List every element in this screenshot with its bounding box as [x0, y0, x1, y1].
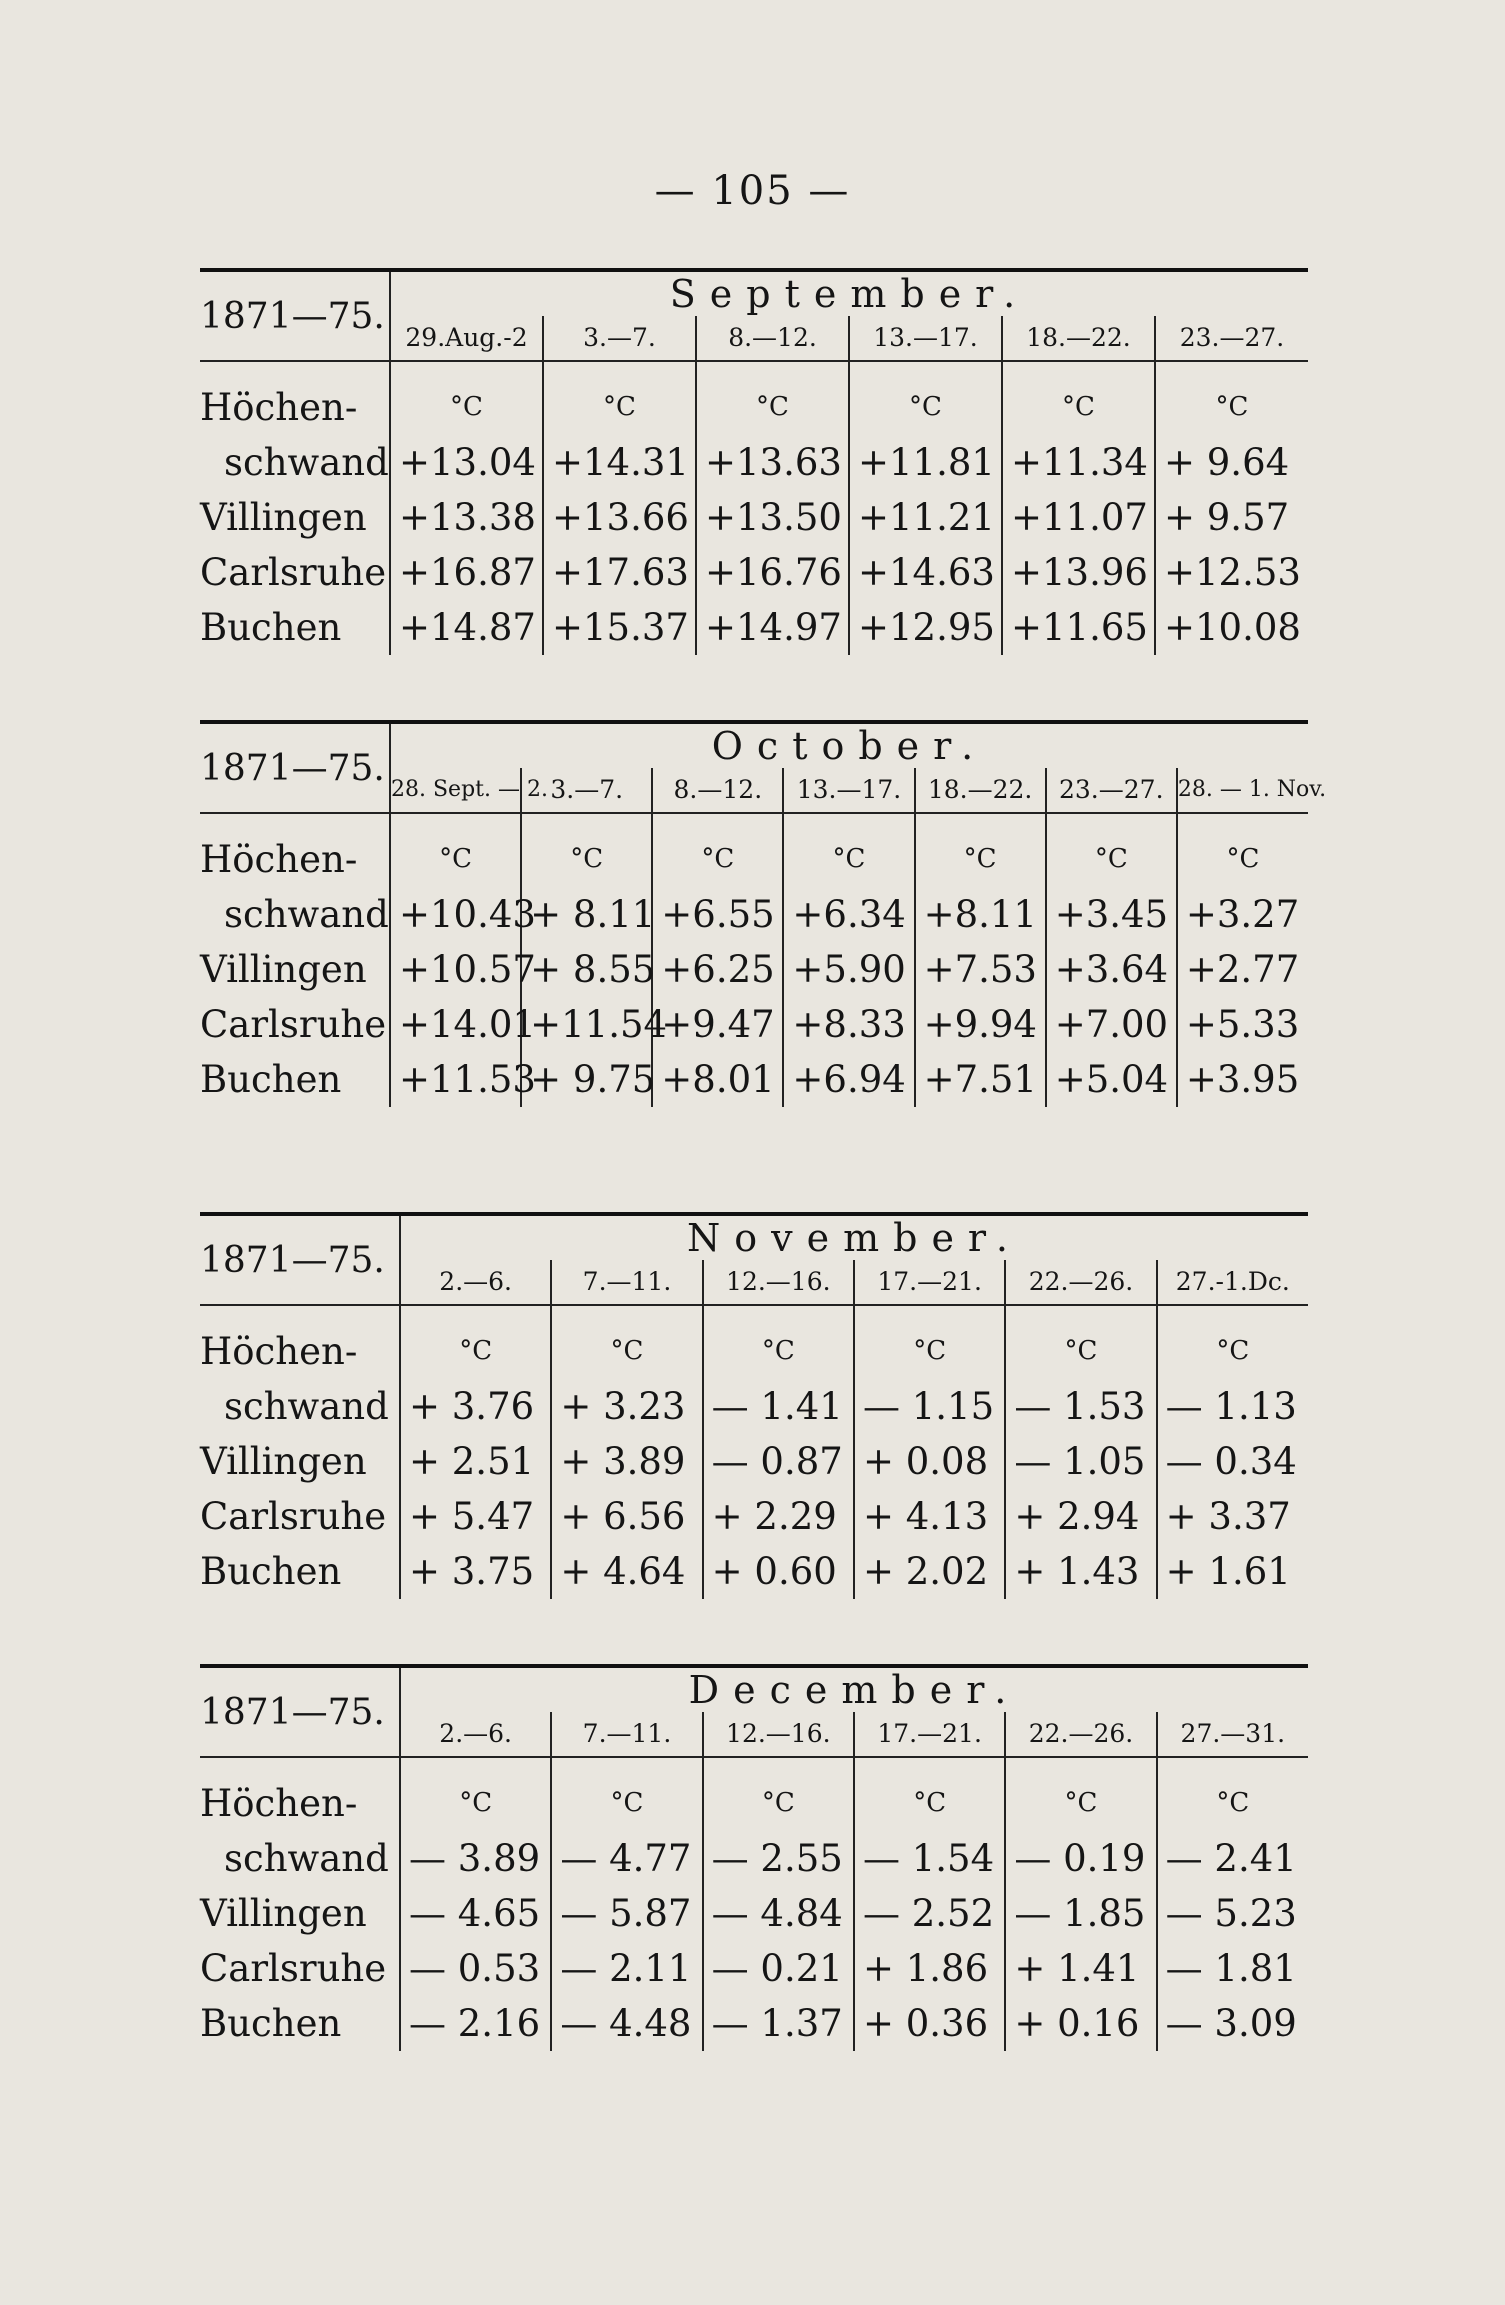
period-header: 3.—7.	[521, 768, 652, 813]
station-name: Höchen-	[200, 1330, 358, 1373]
period-header: 2.—6.	[439, 1267, 513, 1296]
value-column	[551, 1757, 702, 2051]
value-cell: +9.94	[923, 1003, 1037, 1046]
value-cell: — 0.34	[1165, 1440, 1297, 1483]
value-cell: + 0.16	[1014, 2002, 1140, 2045]
value-cell: — 3.09	[1165, 2002, 1297, 2045]
value-cell: — 1.41	[711, 1385, 843, 1428]
value-cell: +14.31	[552, 441, 689, 484]
value-cell: + 0.36	[862, 2002, 989, 2045]
period-header: 28. Sept. — 2.	[391, 777, 548, 802]
period-header: 28. — 1. Nov.	[1177, 768, 1308, 813]
unit-label: °C	[701, 844, 735, 874]
value-cell: +3.95	[1185, 1058, 1300, 1101]
station-name: Höchen-	[200, 386, 358, 429]
value-cell: + 4.64	[560, 1550, 686, 1593]
value-column	[703, 1757, 854, 2051]
value-cell: — 1.54	[862, 1837, 995, 1880]
station-name: schwand	[224, 1385, 389, 1428]
month-title: September.	[669, 272, 1030, 316]
period-header: 7.—11.	[551, 1260, 702, 1305]
value-cell: +6.55	[661, 893, 775, 936]
value-column	[652, 813, 783, 1107]
station-labels	[200, 1305, 400, 1599]
station-name: Villingen	[200, 948, 367, 991]
value-column	[1157, 1757, 1308, 2051]
value-cell: +5.90	[792, 948, 906, 991]
station-name: Carlsruhe	[200, 1947, 387, 1990]
value-cell: +10.08	[1164, 606, 1301, 649]
value-cell: +11.07	[1011, 496, 1148, 539]
unit-label: °C	[1064, 1336, 1098, 1366]
station-name: Buchen	[200, 2002, 342, 2045]
unit-label: °C	[459, 1336, 493, 1366]
value-cell: — 4.77	[560, 1837, 692, 1880]
value-cell: — 0.19	[1014, 1837, 1146, 1880]
value-cell: +13.50	[705, 496, 842, 539]
value-cell: + 2.02	[862, 1550, 989, 1593]
unit-label: °C	[1094, 844, 1128, 874]
value-cell: +8.11	[923, 893, 1037, 936]
value-cell: + 2.94	[1014, 1495, 1140, 1538]
value-cell: — 2.11	[560, 1947, 692, 1990]
station-name: Buchen	[200, 1550, 342, 1593]
value-cell: +7.51	[923, 1058, 1037, 1101]
value-cell: +3.45	[1054, 893, 1169, 936]
period-header: 22.—26.	[1005, 1712, 1156, 1757]
page-number: — 105 —	[654, 168, 851, 214]
unit-label: °C	[1062, 392, 1095, 422]
value-column	[551, 1305, 702, 1599]
station-labels	[200, 1757, 400, 2051]
value-cell: — 1.85	[1014, 1892, 1146, 1935]
unit-label: °C	[439, 844, 473, 874]
period-header: 29.Aug.-2	[405, 323, 528, 352]
value-cell: + 1.86	[862, 1947, 989, 1990]
value-column	[1046, 813, 1177, 1107]
period-header: 13.—17.	[849, 316, 1002, 361]
value-cell: +3.27	[1185, 893, 1300, 936]
value-cell: +8.33	[792, 1003, 906, 1046]
value-cell: +10.43	[399, 893, 536, 936]
unit-label: °C	[1215, 392, 1249, 422]
value-cell: +17.63	[552, 551, 689, 594]
value-cell: + 9.64	[1164, 441, 1290, 484]
value-column	[783, 813, 914, 1107]
value-cell: — 2.52	[862, 1892, 995, 1935]
value-cell: + 3.75	[409, 1550, 535, 1593]
period-header: 17.—21.	[854, 1712, 1005, 1757]
station-name: Villingen	[200, 1892, 367, 1935]
value-cell: — 2.16	[409, 2002, 541, 2045]
value-cell: +13.96	[1011, 551, 1148, 594]
period-header: 12.—16.	[703, 1260, 854, 1305]
value-column	[1005, 1305, 1156, 1599]
value-cell: +13.63	[705, 441, 842, 484]
value-cell: +5.33	[1185, 1003, 1300, 1046]
value-cell: +11.81	[858, 441, 995, 484]
value-column	[915, 813, 1046, 1107]
value-cell: +14.01	[399, 1003, 536, 1046]
table-december	[200, 1664, 1308, 2051]
value-cell: — 2.55	[711, 1837, 843, 1880]
value-cell: — 1.15	[862, 1385, 995, 1428]
station-name: Carlsruhe	[200, 1495, 387, 1538]
period-header: 23.—27.	[1155, 316, 1308, 361]
year-label: 1871—75.	[200, 270, 390, 361]
unit-label: °C	[603, 392, 636, 422]
value-cell: — 3.89	[409, 1837, 541, 1880]
value-cell: +6.34	[792, 893, 906, 936]
value-cell: +7.53	[923, 948, 1037, 991]
value-cell: — 5.23	[1165, 1892, 1297, 1935]
unit-label: °C	[909, 392, 942, 422]
value-cell: +11.54	[530, 1003, 668, 1046]
table-september	[200, 268, 1308, 655]
value-column	[521, 813, 668, 1107]
value-cell: + 3.76	[409, 1385, 535, 1428]
value-cell: +5.04	[1054, 1058, 1169, 1101]
value-cell: — 1.37	[711, 2002, 843, 2045]
value-column	[696, 361, 849, 655]
value-cell: + 8.11	[530, 893, 656, 936]
value-cell: +13.38	[399, 496, 536, 539]
station-name: Villingen	[200, 496, 367, 539]
value-column	[390, 361, 543, 655]
station-name: schwand	[224, 893, 389, 936]
value-cell: — 0.53	[409, 1947, 541, 1990]
value-cell: +8.01	[661, 1058, 775, 1101]
year-label: 1871—75.	[200, 1666, 400, 1757]
value-cell: +14.63	[858, 551, 995, 594]
unit-label: °C	[459, 1788, 493, 1818]
month-title: October.	[711, 724, 988, 768]
value-cell: + 6.56	[560, 1495, 686, 1538]
value-cell: + 3.89	[560, 1440, 686, 1483]
station-labels	[200, 813, 390, 1107]
period-header: 8.—12.	[696, 316, 849, 361]
value-cell: +11.34	[1011, 441, 1148, 484]
value-cell: +12.95	[858, 606, 995, 649]
value-cell: + 5.47	[409, 1495, 535, 1538]
value-cell: + 2.51	[409, 1440, 535, 1483]
station-name: schwand	[224, 441, 389, 484]
value-cell: + 1.61	[1165, 1550, 1291, 1593]
unit-label: °C	[1226, 844, 1260, 874]
unit-label: °C	[761, 1788, 795, 1818]
station-name: Buchen	[200, 1058, 342, 1101]
value-column	[854, 1305, 1005, 1599]
unit-label: °C	[1216, 1788, 1250, 1818]
unit-label: °C	[832, 844, 866, 874]
value-cell: +2.77	[1185, 948, 1300, 991]
period-header: 17.—21.	[854, 1260, 1005, 1305]
value-cell: — 1.13	[1165, 1385, 1297, 1428]
period-header: 8.—12.	[652, 768, 783, 813]
value-column	[400, 1305, 551, 1599]
table-october	[200, 720, 1327, 1107]
station-name: schwand	[224, 1837, 389, 1880]
value-cell: +16.76	[705, 551, 842, 594]
value-cell: — 2.41	[1165, 1837, 1297, 1880]
value-column	[854, 1757, 1005, 2051]
value-cell: +14.87	[399, 606, 536, 649]
station-name: Carlsruhe	[200, 551, 387, 594]
unit-label: °C	[450, 392, 483, 422]
value-cell: +16.87	[399, 551, 536, 594]
value-cell: +13.66	[552, 496, 689, 539]
value-column	[849, 361, 1002, 655]
value-cell: — 1.05	[1014, 1440, 1146, 1483]
value-cell: + 1.41	[1014, 1947, 1140, 1990]
unit-label: °C	[756, 392, 789, 422]
value-column	[543, 361, 696, 655]
station-name: Villingen	[200, 1440, 367, 1483]
period-header: 18.—22.	[1002, 316, 1155, 361]
unit-label: °C	[963, 844, 997, 874]
value-cell: — 0.87	[711, 1440, 843, 1483]
period-header: 13.—17.	[783, 768, 914, 813]
value-cell: — 4.65	[409, 1892, 541, 1935]
value-cell: + 1.43	[1014, 1550, 1140, 1593]
unit-label: °C	[913, 1788, 947, 1818]
period-header: 27.-1.Dc.	[1157, 1260, 1308, 1305]
period-header: 27.—31.	[1157, 1712, 1308, 1757]
unit-label: °C	[570, 844, 604, 874]
value-column	[1177, 813, 1308, 1107]
year-label: 1871—75.	[200, 722, 390, 813]
unit-label: °C	[610, 1336, 644, 1366]
period-header: 22.—26.	[1005, 1260, 1156, 1305]
value-cell: +11.21	[858, 496, 995, 539]
station-name: Höchen-	[200, 838, 358, 881]
value-column	[1005, 1757, 1156, 2051]
period-header: 23.—27.	[1046, 768, 1177, 813]
value-cell: +3.64	[1054, 948, 1169, 991]
value-column	[390, 813, 536, 1107]
value-cell: +7.00	[1054, 1003, 1169, 1046]
station-name: Höchen-	[200, 1782, 358, 1825]
value-cell: — 1.53	[1014, 1385, 1146, 1428]
value-cell: +12.53	[1164, 551, 1301, 594]
value-cell: +6.94	[792, 1058, 906, 1101]
period-header: 7.—11.	[551, 1712, 702, 1757]
value-cell: +11.65	[1011, 606, 1148, 649]
value-cell: +10.57	[399, 948, 536, 991]
value-cell: + 0.60	[711, 1550, 837, 1593]
value-cell: +15.37	[552, 606, 689, 649]
value-cell: + 0.08	[862, 1440, 989, 1483]
value-cell: — 4.48	[560, 2002, 692, 2045]
unit-label: °C	[610, 1788, 644, 1818]
period-header: 18.—22.	[915, 768, 1046, 813]
value-cell: + 3.23	[560, 1385, 686, 1428]
value-cell: — 4.84	[711, 1892, 843, 1935]
value-cell: +11.53	[399, 1058, 536, 1101]
value-column	[1155, 361, 1308, 655]
period-header: 12.—16.	[703, 1712, 854, 1757]
value-cell: +13.04	[399, 441, 536, 484]
value-cell: + 2.29	[711, 1495, 837, 1538]
value-column	[400, 1757, 551, 2051]
unit-label: °C	[761, 1336, 795, 1366]
value-cell: + 9.75	[530, 1058, 656, 1101]
value-column	[703, 1305, 854, 1599]
value-cell: + 9.57	[1164, 496, 1290, 539]
value-cell: + 3.37	[1165, 1495, 1291, 1538]
period-header: 3.—7.	[543, 316, 696, 361]
month-title: November.	[687, 1216, 1022, 1260]
value-cell: + 4.13	[862, 1495, 989, 1538]
value-cell: — 0.21	[711, 1947, 843, 1990]
unit-label: °C	[1216, 1336, 1250, 1366]
table-november	[200, 1212, 1308, 1599]
station-labels	[200, 361, 390, 655]
value-column	[1002, 361, 1155, 655]
value-cell: — 5.87	[560, 1892, 692, 1935]
value-cell: + 8.55	[530, 948, 656, 991]
value-cell: — 1.81	[1165, 1947, 1297, 1990]
station-name: Buchen	[200, 606, 342, 649]
year-label: 1871—75.	[200, 1214, 400, 1305]
value-column	[1157, 1305, 1308, 1599]
period-header: 2.—6.	[439, 1719, 513, 1748]
station-name: Carlsruhe	[200, 1003, 387, 1046]
unit-label: °C	[1064, 1788, 1098, 1818]
unit-label: °C	[913, 1336, 947, 1366]
value-cell: +14.97	[705, 606, 842, 649]
month-title: December.	[688, 1668, 1021, 1712]
value-cell: +6.25	[661, 948, 775, 991]
value-cell: +9.47	[661, 1003, 775, 1046]
